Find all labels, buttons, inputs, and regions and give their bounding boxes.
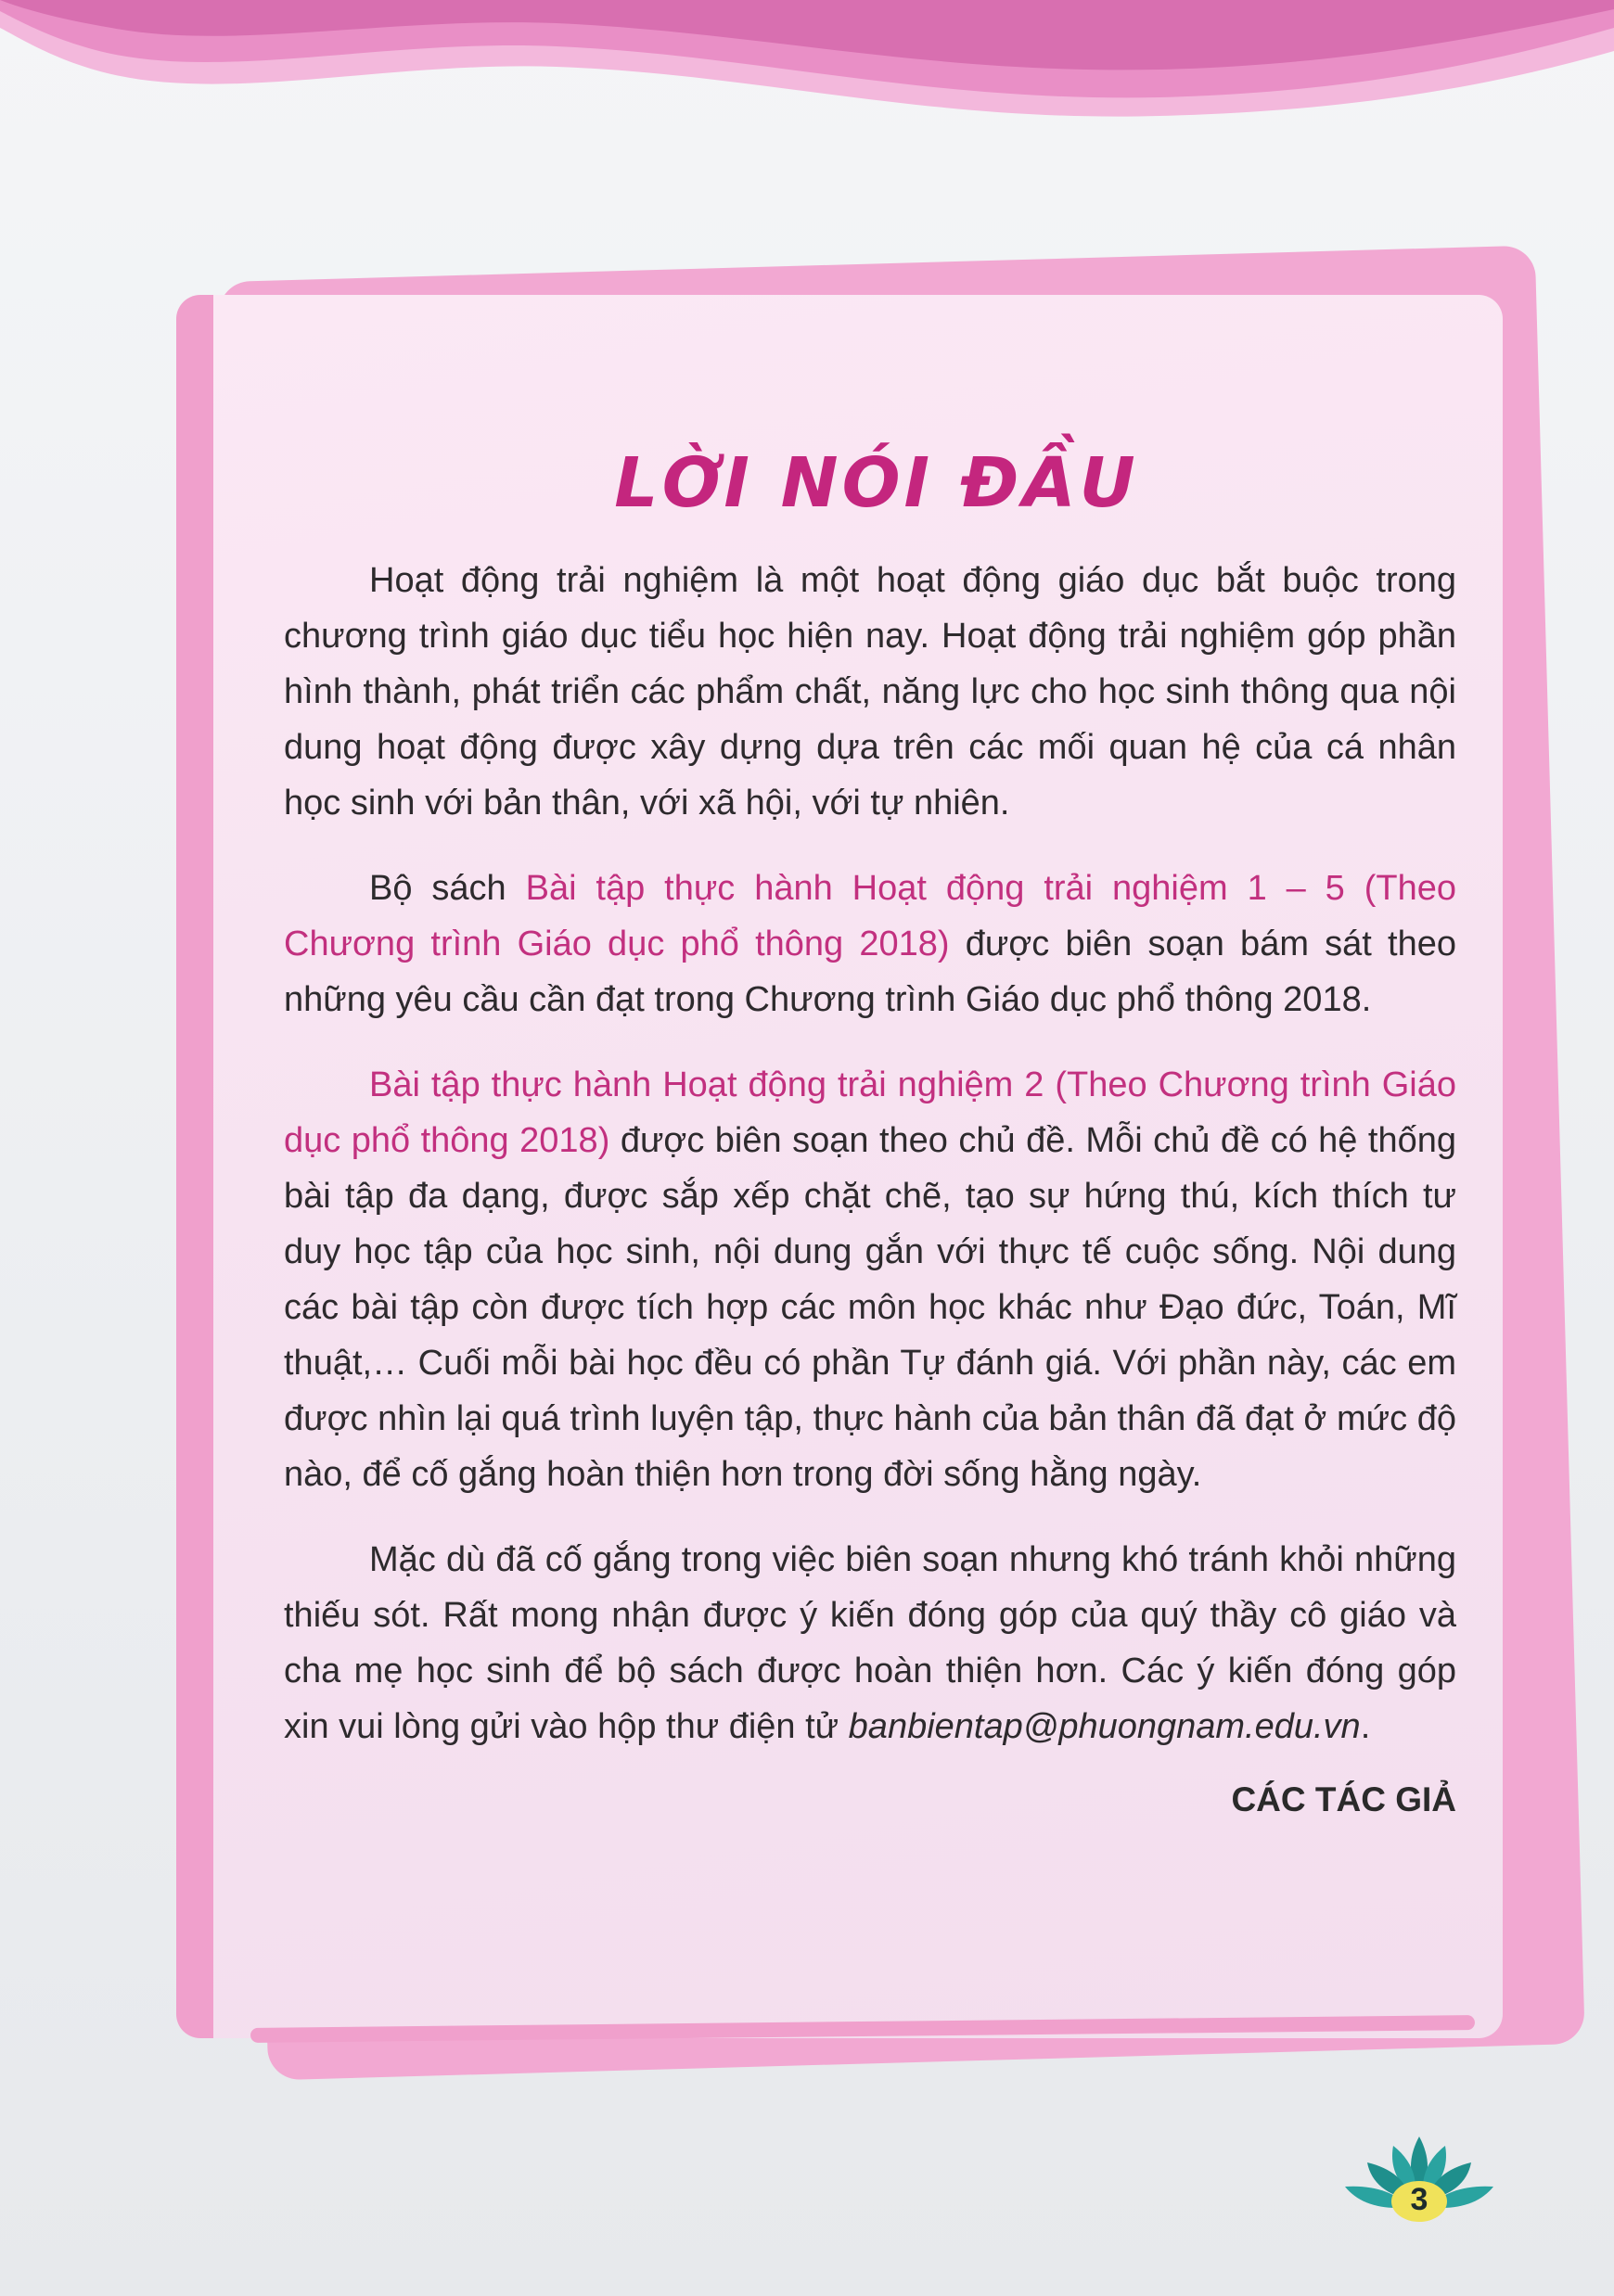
paragraph-1-text: Hoạt động trải nghiệm là một hoạt động giáo dục bắt buộc trong chương trình giáo dục tiểu học hiện nay. Hoạt động trải nghiệm góp phần hình thành, phát triển các phẩm chất, năng lực cho học sinh thông qua nội dung hoạt động được xây dựng dựa trên các mối quan hệ của cá nhân học sinh với bản thân, với xã hội, với tự nhiên.: [284, 561, 1456, 823]
paragraph-2-end: được biên soạn bám sát theo những yêu cầu cần đạt trong Chương trình Giáo dục phổ thông 2018.: [284, 925, 1456, 1019]
page-number: 3: [1410, 2182, 1428, 2217]
page-title: LỜI NÓI ĐẦU: [614, 443, 1139, 523]
series-title-highlight: Bài tập thực hành Hoạt động trải nghiệm 1 – 5 (Theo Chương trình Giáo dục phổ thông 2018): [284, 869, 1456, 963]
paragraph-2: [284, 861, 1456, 1027]
paragraph-3: [284, 1057, 1456, 1502]
paragraph-2-start: Bộ sách: [369, 869, 526, 908]
book-title-highlight: Bài tập thực hành Hoạt động trải nghiệm 2 (Theo Chương trình Giáo dục phổ thông 2018): [284, 1065, 1456, 1160]
paragraph-4-end: .: [1360, 1707, 1371, 1746]
paragraph-4: [284, 1532, 1456, 1754]
page-number-badge: [1336, 2129, 1503, 2240]
preface-body: [284, 553, 1456, 1784]
email-address: banbientap@phuongnam.edu.vn: [848, 1707, 1361, 1746]
top-wave-decoration: [0, 0, 1614, 176]
paragraph-1: [284, 553, 1456, 831]
paragraph-4-start: Mặc dù đã cố gắng trong việc biên soạn nhưng khó tránh khỏi những thiếu sót. Rất mong nhận được ý kiến đóng góp của quý thầy cô giáo và cha mẹ học sinh để bộ sách được hoàn thiện hơn. Các ý kiến đóng góp xin vui lòng gửi vào hộp thư điện tử: [284, 1540, 1456, 1746]
paragraph-3-end: được biên soạn theo chủ đề. Mỗi chủ đề có hệ thống bài tập đa dạng, được sắp xếp chặt chẽ, tạo sự hứng thú, kích thích tư duy học tập của học sinh, nội dung gắn với thực tế cuộc sống. Nội dung các bài tập còn được tích hợp các môn học khác như Đạo đức, Toán, Mĩ thuật,… Cuối mỗi bài học đều có phần Tự đánh giá. Với phần này, các em được nhìn lại quá trình luyện tập, thực hành của bản thân đã đạt ở mức độ nào, để cố gắng hoàn thiện hơn trong đời sống hằng ngày.: [284, 1121, 1456, 1494]
authors-signature: CÁC TÁC GIẢ: [1231, 1780, 1456, 1818]
